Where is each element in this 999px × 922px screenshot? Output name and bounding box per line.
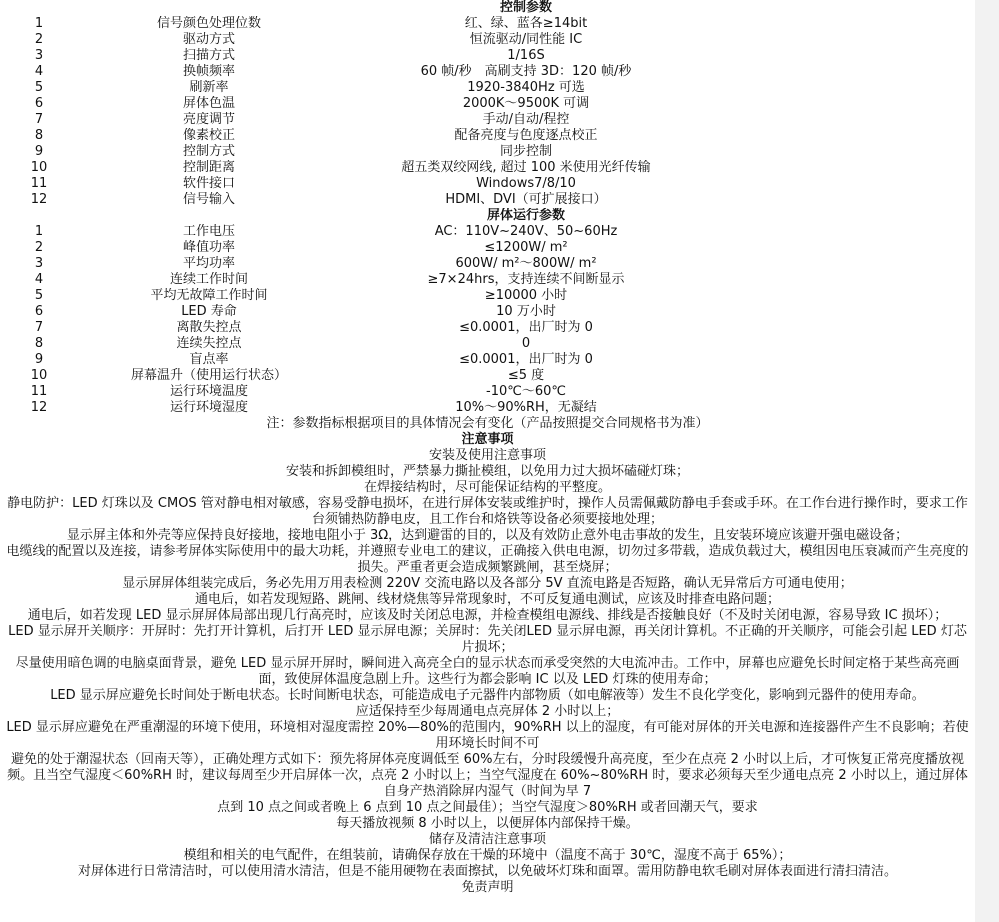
note-paragraph: 显示屏主体和外壳等应保持良好接地，接地电阻小于 3Ω，达到避雷的目的，以及有效防止意外电击事故的发生，且安装环境应该避开强电磁设备； — [66, 528, 909, 543]
param-name: 信号颜色处理位数 — [156, 16, 261, 31]
note-row — [0, 416, 975, 432]
note-paragraph: 通电后，如若发现短路、跳闸、线材烧焦等异常现象时，不可反复通电测试，应该及时排查电路问题； — [194, 592, 780, 607]
param-value: ≤0.0001，出厂时为 0 — [459, 352, 593, 367]
storage-paragraph: 模组和相关的电气配件，在组装前，请确保存放在干燥的环境中（温度不高于 30℃，湿度不高于 65%）； — [183, 848, 792, 863]
note-paragraph: 通电后，如若发现 LED 显示屏屏体局部出现几行高亮时，应该及时关闭总电源，并检查模组电源线、排线是否接触良好（不及时关闭电源，容易导致 IC 损坏）； — [27, 608, 948, 623]
param-name: 刷新率 — [189, 80, 229, 95]
spec-row — [0, 400, 975, 416]
spec-row — [0, 16, 975, 32]
param-value: 1/16S — [507, 48, 545, 63]
param-value: HDMI、DVI（可扩展接口） — [445, 192, 607, 207]
spec-row — [0, 128, 975, 144]
spec-row — [0, 352, 975, 368]
spec-row — [0, 144, 975, 160]
row-number: 5 — [34, 288, 44, 303]
param-name: 连续工作时间 — [169, 272, 248, 287]
row-number: 11 — [30, 384, 48, 399]
param-value: 60 帧/秒 高刷支持 3D：120 帧/秒 — [420, 64, 632, 79]
spec-row — [0, 336, 975, 352]
param-name: 亮度调节 — [182, 112, 235, 127]
disclaimer-title: 免责声明 — [461, 880, 514, 895]
spec-row — [0, 240, 975, 256]
note-paragraph: LED 显示屏应避免长时间处于断电状态。长时间断电状态，可能造成电子元器件内部物质（如电解液等）发生不良化学变化，影响到元器件的使用寿命。 — [50, 688, 925, 703]
param-value: 红、绿、蓝各≥14bit — [464, 16, 588, 31]
row-number: 8 — [34, 336, 44, 351]
param-value: ≥7×24hrs，支持连续不间断显示 — [427, 272, 625, 287]
install-subtitle: 安装及使用注意事项 — [428, 448, 546, 463]
note-paragraph: 静电防护：LED 灯珠以及 CMOS 管对静电相对敏感，容易受静电损坏，在进行屏体安装或维护时，操作人员需佩戴防静电手套或手环。在工作台进行操作时，要求工作台须铺热防静电皮，且工作台和烙铁等设备必须要接地处理； — [7, 496, 968, 527]
spec-row — [0, 304, 975, 320]
row-number: 4 — [34, 64, 44, 79]
param-name: 扫描方式 — [182, 48, 235, 63]
param-value: 0 — [521, 336, 531, 351]
param-value: 超五类双绞网线, 超过 100 米使用光纤传输 — [401, 160, 651, 175]
param-value: 手动/自动/程控 — [482, 112, 570, 127]
row-number: 3 — [34, 48, 44, 63]
spec-note: 注：参数指标根据项目的具体情况会有变化（产品按照提交合同规格书为准） — [266, 416, 709, 431]
spec-row — [0, 256, 975, 272]
note-paragraph: LED 显示屏开关顺序：开屏时：先打开计算机，后打开 LED 显示屏电源；关屏时：先关闭LED 显示屏电源，再关闭计算机。不正确的开关顺序，可能会引起 LED 灯芯片损坏； — [8, 624, 967, 655]
storage-paragraph: 对屏体进行日常清洁时，可以使用清水清洁，但是不能用硬物在表面擦拭，以免破坏灯珠和面罩。需用防静电软毛刷对屏体表面进行清扫清洁。 — [77, 864, 897, 879]
param-name: 软件接口 — [182, 176, 235, 191]
spec-row — [0, 32, 975, 48]
spec-row — [0, 384, 975, 400]
param-value: 1920-3840Hz 可选 — [467, 80, 585, 95]
param-value: -10℃～60℃ — [486, 384, 566, 399]
param-value: ≤0.0001，出厂时为 0 — [459, 320, 593, 335]
notes-title: 注意事项 — [461, 432, 514, 447]
param-name: 换帧频率 — [182, 64, 235, 79]
param-value: AC：110V~240V、50~60Hz — [434, 224, 618, 239]
row-number: 1 — [34, 16, 44, 31]
spec-row — [0, 96, 975, 112]
param-name: 屏体色温 — [182, 96, 235, 111]
spec-row — [0, 224, 975, 240]
row-number: 11 — [30, 176, 48, 191]
param-name: 平均无故障工作时间 — [150, 288, 268, 303]
note-paragraph: LED 显示屏应避免在严重潮湿的环境下使用，环境相对湿度需控 20%—80%的范围内，90%RH 以上的湿度，有可能对屏体的开关电源和连接器件产生不良影响；若使用环境长时间不可 — [6, 720, 969, 751]
param-value: ≥10000 小时 — [484, 288, 568, 303]
spec-row — [0, 288, 975, 304]
spec-row — [0, 64, 975, 80]
row-number: 7 — [34, 320, 44, 335]
param-name: 控制距离 — [182, 160, 235, 175]
spec-row — [0, 48, 975, 64]
param-name: 盲点率 — [189, 352, 229, 367]
row-number: 6 — [34, 304, 44, 319]
note-paragraph: 每天播放视频 8 小时以上，以便屏体内部保持干燥。 — [336, 816, 639, 831]
note-paragraph: 避免的处于潮湿状态（回南天等），正确处理方式如下：预先将屏体亮度调低至 60%左右，分时段缓慢升高亮度，至少在点亮 2 小时以上后，才可恢复正常亮度播放视频。且当空气湿度＜60%RH 时，建议每周至少开启屏体一次，点亮 2 小时以上；当空气湿度在 60%~80%RH 时，要求必须每天至少通电点亮 2 小时以上，通过屏体自身产热消除屏内湿气（时间为早 7 — [7, 752, 968, 799]
storage-notes — [0, 848, 975, 880]
param-name: 信号输入 — [182, 192, 235, 207]
spec-table — [0, 0, 975, 432]
note-paragraph: 尽量使用暗色调的电脑桌面背景，避免 LED 显示屏开屏时，瞬间进入高亮全白的显示状态而承受突然的大电流冲击。工作中，屏幕也应避免长时间定格于某些高亮画面，致使屏体温度急剧上升。这些行为都会影响 IC 以及 LED 灯珠的使用寿命； — [15, 656, 960, 687]
row-number: 9 — [34, 144, 44, 159]
spec-row — [0, 192, 975, 208]
row-number: 5 — [34, 80, 44, 95]
storage-subtitle: 储存及清洁注意事项 — [428, 832, 546, 847]
row-number: 8 — [34, 128, 44, 143]
param-name: 峰值功率 — [182, 240, 235, 255]
note-paragraph: 电缆线的配置以及连接，请参考屏体实际使用中的最大功耗，并遵照专业电工的建议，正确接入供电电源，切勿过多带载，造成负载过大，模组因电压衰减而产生亮度的损失。严重者更会造成频繁跳闸，甚至烧屏； — [6, 544, 969, 575]
param-name: 离散失控点 — [176, 320, 242, 335]
note-paragraph: 显示屏屏体组装完成后，务必先用万用表检测 220V 交流电路以及各部分 5V 直流电路是否短路，确认无异常后方可通电使用； — [122, 576, 853, 591]
row-number: 12 — [30, 192, 48, 207]
param-name: 像素校正 — [182, 128, 235, 143]
spec-row — [0, 112, 975, 128]
scrollbar[interactable] — [975, 0, 999, 922]
param-name: LED 寿命 — [181, 304, 237, 319]
param-value: ≤5 度 — [507, 368, 545, 383]
operation-section-header — [0, 208, 975, 224]
control-section-header — [0, 0, 975, 16]
param-value: 10 万小时 — [496, 304, 556, 319]
param-value: ≤1200W/ m² — [484, 240, 568, 255]
row-number: 3 — [34, 256, 44, 271]
install-notes — [0, 464, 975, 832]
row-number: 12 — [30, 400, 48, 415]
param-value: 配备亮度与色度逐点校正 — [454, 128, 598, 143]
spec-row — [0, 80, 975, 96]
spec-row — [0, 272, 975, 288]
param-value: 同步控制 — [499, 144, 552, 159]
operation-title: 屏体运行参数 — [486, 208, 565, 223]
spec-row — [0, 368, 975, 384]
spec-row — [0, 160, 975, 176]
row-number: 6 — [34, 96, 44, 111]
param-name: 屏幕温升（使用运行状态） — [130, 368, 287, 383]
param-value: 10%～90%RH，无凝结 — [455, 400, 597, 415]
row-number: 4 — [34, 272, 44, 287]
notes-section — [0, 432, 975, 896]
row-number: 7 — [34, 112, 44, 127]
param-value: 600W/ m²～800W/ m² — [455, 256, 597, 271]
param-name: 运行环境温度 — [169, 384, 248, 399]
row-number: 10 — [30, 368, 48, 383]
row-number: 9 — [34, 352, 44, 367]
note-paragraph: 安装和拆卸模组时，严禁暴力撕扯模组，以免用力过大损坏磕碰灯珠； — [285, 464, 689, 479]
spec-row — [0, 320, 975, 336]
row-number: 2 — [34, 32, 44, 47]
param-value: 恒流驱动/同性能 IC — [469, 32, 583, 47]
spec-row — [0, 176, 975, 192]
param-name: 平均功率 — [182, 256, 235, 271]
row-number: 2 — [34, 240, 44, 255]
row-number: 1 — [34, 224, 44, 239]
note-paragraph: 应适保持至少每周通电点亮屏体 2 小时以上； — [355, 704, 620, 719]
control-title: 控制参数 — [499, 0, 552, 15]
param-name: 工作电压 — [182, 224, 235, 239]
row-number: 10 — [30, 160, 48, 175]
param-name: 驱动方式 — [182, 32, 235, 47]
param-name: 连续失控点 — [176, 336, 242, 351]
note-paragraph: 点到 10 点之间或者晚上 6 点到 10 点之间最佳）；当空气湿度＞80%RH 或者回潮天气，要求 — [217, 800, 758, 815]
note-paragraph: 在焊接结构时，尽可能保证结构的平整度。 — [363, 480, 611, 495]
param-value: 2000K～9500K 可调 — [462, 96, 590, 111]
param-name: 控制方式 — [182, 144, 235, 159]
param-value: Windows7/8/10 — [476, 176, 576, 191]
param-name: 运行环境湿度 — [169, 400, 248, 415]
